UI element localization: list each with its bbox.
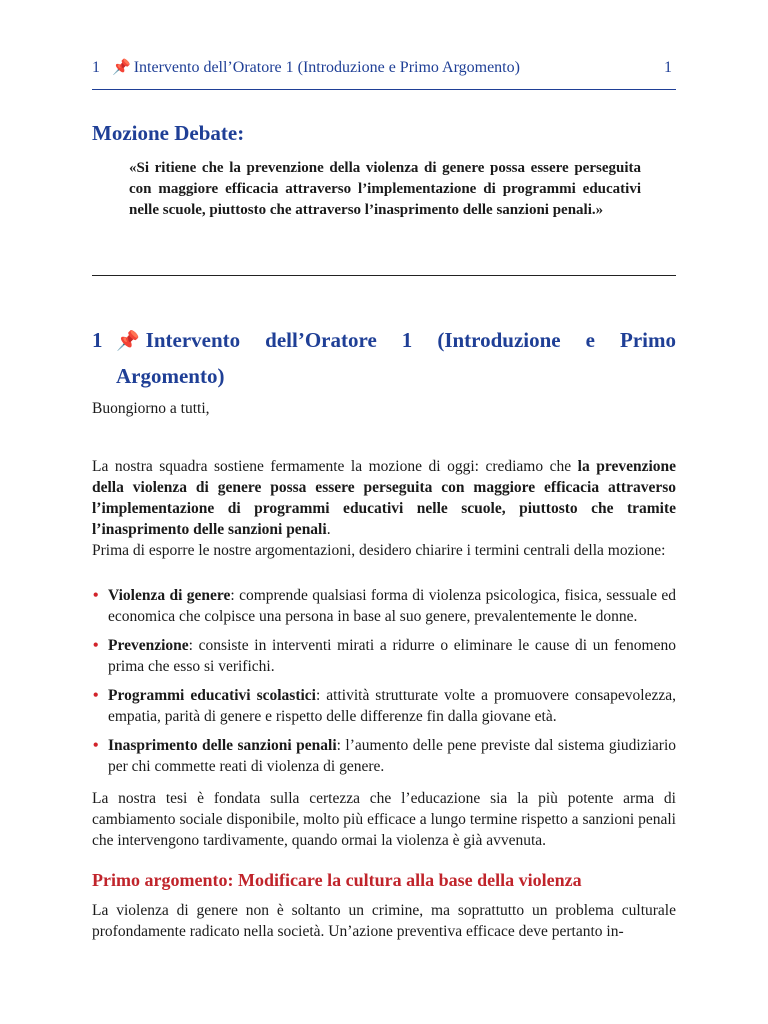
header-title-wrap (112, 56, 520, 80)
definition-text: : consiste in interventi mirati a ridurre o eliminare le cause di un fenomeno prima che esso si verifichi. (108, 637, 676, 675)
definition-text: : l’aumento delle pene previste dal sistema giudiziario per chi commette reati di violenza di genere. (108, 737, 677, 775)
section-heading-text-wrap (92, 323, 676, 393)
running-header (92, 56, 676, 80)
header-section-number: 1 (92, 59, 100, 76)
definition-text: : attività strutturate volte a promuovere consapevolezza, empatia, parità di genere e rispetto delle differenze fin dalla giovane età. (108, 687, 676, 725)
definition-term: Violenza di genere (108, 587, 231, 604)
first-argument-paragraph: La violenza di genere non è soltanto un crimine, ma soprattutto un problema culturale profondamente radicato nella società. Un’azione preventiva efficace deve pertanto in- (92, 902, 676, 940)
bullet-icon: • (93, 587, 99, 604)
pre-definitions-paragraph: Prima di esporre le nostre argomentazioni, desidero chiarire i termini centrali della mozione: (92, 542, 666, 559)
section-divider (92, 275, 676, 276)
bullet-icon: • (93, 737, 99, 754)
definitions-list (92, 585, 676, 785)
header-title: Intervento dell’Oratore 1 (Introduzione e Primo Argomento) (133, 59, 520, 76)
section-number: 1 (92, 328, 103, 352)
definition-text: : comprende qualsiasi forma di violenza psicologica, fisica, sessuale ed economica che colpisce una persona in base al suo genere, prevalentemente le donne. (108, 587, 676, 625)
bullet-icon: • (93, 637, 99, 654)
motion-quote: «Si ritiene che la prevenzione della violenza di genere possa essere perseguita con maggiore efficacia attraverso l’implementazione di programmi educativi nelle scuole, piuttosto che attraverso l’inasprimento delle sanzioni penali.» (129, 160, 641, 218)
greeting-paragraph: Buongiorno a tutti, (92, 400, 210, 417)
pushpin-icon: 📌 (112, 60, 131, 76)
list-item (92, 685, 676, 727)
intro-text-start: La nostra squadra sostiene fermamente la mozione di oggi: crediamo che (92, 458, 578, 475)
pushpin-icon: 📌 (116, 331, 140, 352)
list-item (92, 735, 676, 777)
section-title: Intervento dell’Oratore 1 (Introduzione e Primo Argomento) (116, 328, 676, 388)
list-item (92, 635, 676, 677)
motion-title: Mozione Debate: (92, 121, 245, 145)
intro-motion-bold: la prevenzione della violenza di genere possa essere perseguita con maggiore efficacia attraverso l’implementazione di programmi educativi nelle scuole, piuttosto che tramite l’inasprimento delle sanzioni penali (92, 458, 677, 538)
list-item (92, 585, 676, 627)
definition-term: Prevenzione (108, 637, 189, 654)
header-rule (92, 89, 676, 90)
section-heading (92, 323, 676, 393)
intro-text-end: . (326, 521, 331, 538)
definition-term: Inasprimento delle sanzioni penali (108, 737, 337, 754)
bullet-icon: • (93, 687, 99, 704)
header-page-number: 1 (664, 59, 672, 76)
first-argument-heading: Primo argomento: Modificare la cultura alla base della violenza (92, 870, 582, 890)
intro-paragraph (92, 456, 676, 540)
thesis-paragraph: La nostra tesi è fondata sulla certezza che l’educazione sia la più potente arma di cambiamento sociale disponibile, molto più efficace a lungo termine rispetto a sanzioni penali che intervengono tardivamente, quando ormai la violenza è già avvenuta. (92, 790, 676, 849)
definition-term: Programmi educativi scolastici (108, 687, 316, 704)
